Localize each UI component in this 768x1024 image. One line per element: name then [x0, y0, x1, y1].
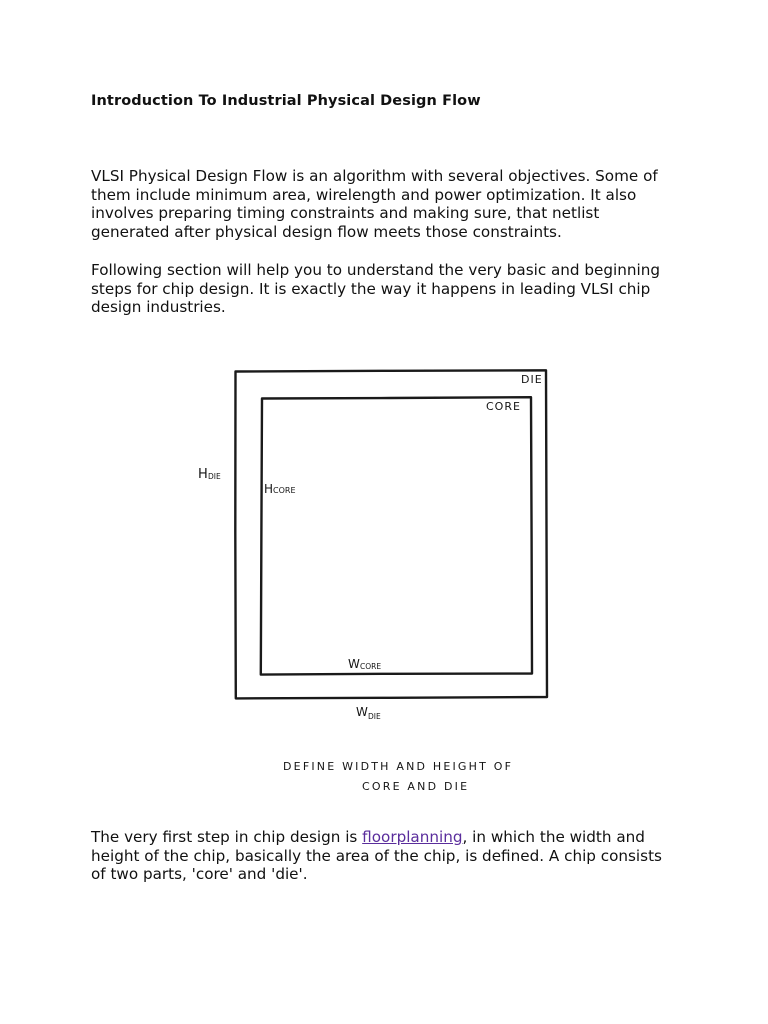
sketch-caption-line-1: DEFINE WIDTH AND HEIGHT OF	[283, 760, 514, 773]
intro-paragraph	[91, 167, 691, 242]
floorplanning-line: height of the chip, basically the area of the chip, is defined. A chip consists	[91, 846, 662, 865]
die-outline	[235, 370, 547, 698]
page-title: Introduction To Industrial Physical Design Flow	[91, 93, 481, 109]
floorplanning-line-start: The very first step in chip design is	[91, 828, 363, 846]
w-die-label: W	[356, 705, 368, 719]
w-core-label: W	[348, 657, 360, 671]
floorplanning-link[interactable]: floorplanning	[362, 828, 463, 846]
sketch-caption-line-2: CORE AND DIE	[362, 780, 470, 793]
steps-line: design industries.	[91, 298, 226, 317]
intro-line: VLSI Physical Design Flow is an algorithm with several objectives. Some of	[91, 167, 658, 185]
steps-line: steps for chip design. It is exactly the way it happens in leading VLSI chip	[91, 279, 651, 298]
w-core-subscript: CORE	[360, 662, 382, 671]
h-die-label: H	[198, 467, 208, 482]
intro-line: them include minimum area, wirelength and power optimization. It also	[91, 185, 637, 204]
floorplan-sketch	[190, 362, 590, 802]
h-core-subscript: CORE	[273, 486, 296, 495]
steps-line: Following section will help you to understand the very basic and beginning	[91, 261, 660, 279]
die-label: DIE	[521, 373, 543, 386]
steps-paragraph	[91, 261, 691, 317]
intro-line: involves preparing timing constraints and making sure, that netlist	[91, 204, 600, 223]
core-label: CORE	[486, 400, 521, 413]
floorplanning-line: of two parts, 'core' and 'die'.	[91, 865, 308, 884]
floorplanning-paragraph	[91, 828, 691, 884]
floorplanning-line	[91, 828, 691, 847]
floorplanning-line-end: , in which the width and	[462, 828, 645, 846]
h-die-subscript: DIE	[208, 472, 221, 481]
w-die-subscript: DIE	[368, 712, 381, 721]
intro-line: generated after physical design flow meets those constraints.	[91, 223, 562, 242]
h-core-label: H	[264, 482, 274, 496]
core-outline	[261, 397, 532, 674]
